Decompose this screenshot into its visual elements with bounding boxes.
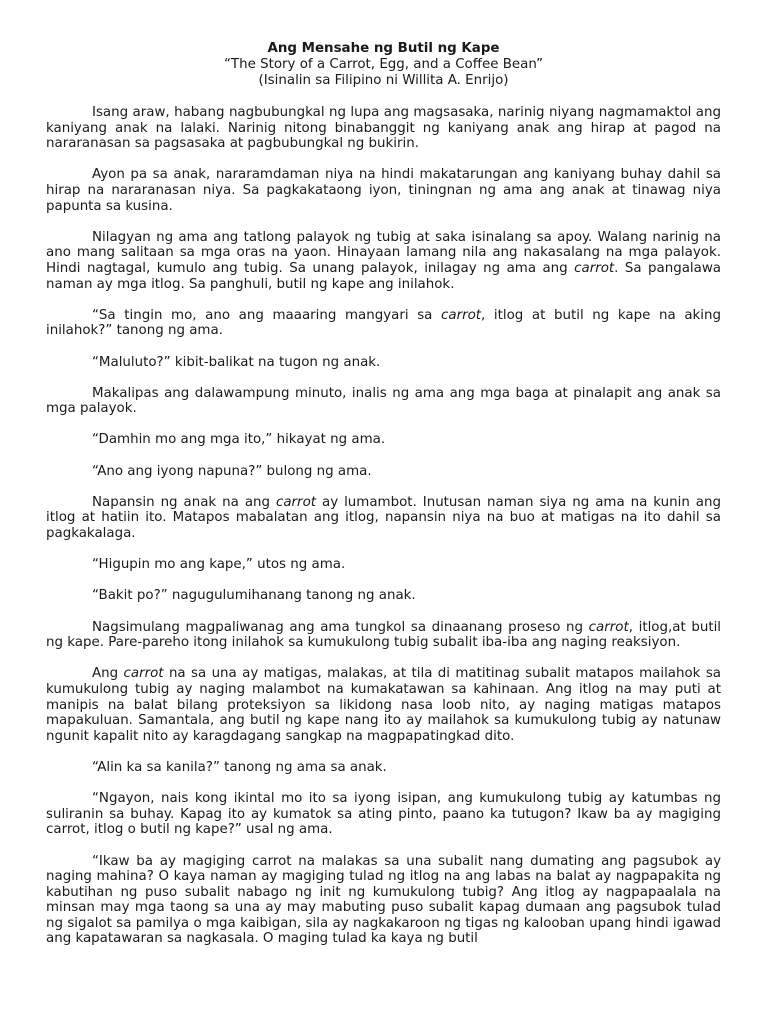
body-paragraph: “Ikaw ba ay magiging carrot na malakas sa una subalit nang dumating ang pagsubok ay naging mahina? O kaya naman ay magiging tulad ng itlog na ang labas na balat ay nagpapakita ng kabutihan ng puso subalit nabago ng init ng kumukulong tubig? Ang itlog ay nagpapaalala na minsan may mga taong sa una ay may mabuting puso subalit kapag dumaan ang pagsubok tulad ng sigalot sa pamilya o mga kaibigan, sila ay nagkakaroon ng tigas ng kalooban upang hindi igawad ang kapatawaran sa nagkasala. O maging tulad ka kaya ng butil: [46, 853, 721, 947]
body-paragraph: Ang carrot na sa una ay matigas, malakas, at tila di matitinag subalit matapos mailahok sa kumukulong tubig ay naging malambot na kumakatawan sa kahinaan. Ang itlog na may puti at manipis na balat bilang proteksiyon sa likidong nasa loob nito, ay naging matigas matapos mapakuluan. Samantala, ang butil ng kape nang ito ay mailahok sa kumukulong tubig ay natunaw ngunit kapalit nito ay karagdagang sangkap na magpapatingkad dito.: [46, 666, 721, 744]
body-paragraph: Isang araw, habang nagbubungkal ng lupa ang magsasaka, narinig niyang nagmamaktol ang kaniyang anak na lalaki. Narinig nitong binabanggit ng kaniyang anak ang hirap at pagod na nararanasan sa pagsasaka at pagbubungkal ng bukirin.: [46, 105, 721, 152]
document-body: [46, 105, 721, 947]
body-paragraph: “Damhin mo ang mga ito,” hikayat ng ama.: [92, 432, 386, 448]
italic-term: carrot: [588, 619, 629, 635]
body-paragraph: Makalipas ang dalawampung minuto, inalis ng ama ang mga baga at pinalapit ang anak sa mga palayok.: [46, 385, 721, 417]
document-title: Ang Mensahe ng Butil ng Kape: [267, 41, 500, 56]
body-paragraph: Napansin ng anak na ang carrot ay lumambot. Inutusan naman siya ng ama na kunin ang itlog at hatiin ito. Matapos mabalatan ang itlog, napansin niya na buo at matigas na ito dahil sa pagkakalaga.: [46, 494, 721, 542]
body-paragraph: “Higupin mo ang kape,” utos ng ama.: [92, 557, 346, 573]
italic-term: carrot: [123, 666, 164, 682]
body-paragraph: “Alin ka sa kanila?” tanong ng ama sa anak.: [92, 759, 387, 775]
document-header: [46, 41, 721, 89]
body-paragraph: “Sa tingin mo, ano ang maaaring mangyari sa carrot, itlog at butil ng kape na aking inilahok?” tanong ng ama.: [46, 307, 721, 339]
italic-term: carrot: [275, 494, 317, 510]
body-paragraph: “Ngayon, nais kong ikintal mo ito sa iyong isipan, ang kumukulong tubig ay katumbas ng suliranin sa buhay. Kapag ito ay kumatok sa ating pinto, paano ka tutugon? Ikaw ba ay magiging carrot, itlog o butil ng kape?” usal ng ama.: [46, 791, 721, 838]
body-paragraph: “Maluluto?” kibit-balikat na tugon ng anak.: [92, 354, 381, 370]
body-paragraph: Ayon pa sa anak, nararamdaman niya na hindi makatarungan ang kaniyang buhay dahil sa hirap na nararanasan niya. Sa pagkakataong iyon, tiningnan ng ama ang anak at tinawag niya papunta sa kusina.: [46, 167, 721, 214]
body-paragraph: Nilagyan ng ama ang tatlong palayok ng tubig at saka isinalang sa apoy. Walang narinig na ano mang salitaan sa mga oras na yaon. Hinayaan lamang nila ang nakasalang na mga palayok. Hindi nagtagal, kumulo ang tubig. Sa unang palayok, inilagay ng ama ang carrot. Sa pangalawa naman ay mga itlog. Sa panghuli, butil ng kape ang inilahok.: [46, 229, 721, 292]
italic-term: carrot: [441, 307, 482, 323]
document-translator: (Isinalin sa Filipino ni Willita A. Enrijo): [258, 73, 509, 88]
document-subtitle: “The Story of a Carrot, Egg, and a Coffee Bean”: [223, 57, 544, 72]
body-paragraph: “Ano ang iyong napuna?” bulong ng ama.: [92, 463, 372, 479]
body-paragraph: “Bakit po?” nagugulumihanang tanong ng anak.: [92, 588, 416, 604]
body-paragraph: Nagsimulang magpaliwanag ang ama tungkol sa dinaanang proseso ng carrot, itlog,at butil ng kape. Pare-pareho itong inilahok sa kumukulong tubig subalit iba-iba ang naging reaksiyon.: [46, 619, 722, 651]
italic-term: carrot: [574, 260, 615, 276]
